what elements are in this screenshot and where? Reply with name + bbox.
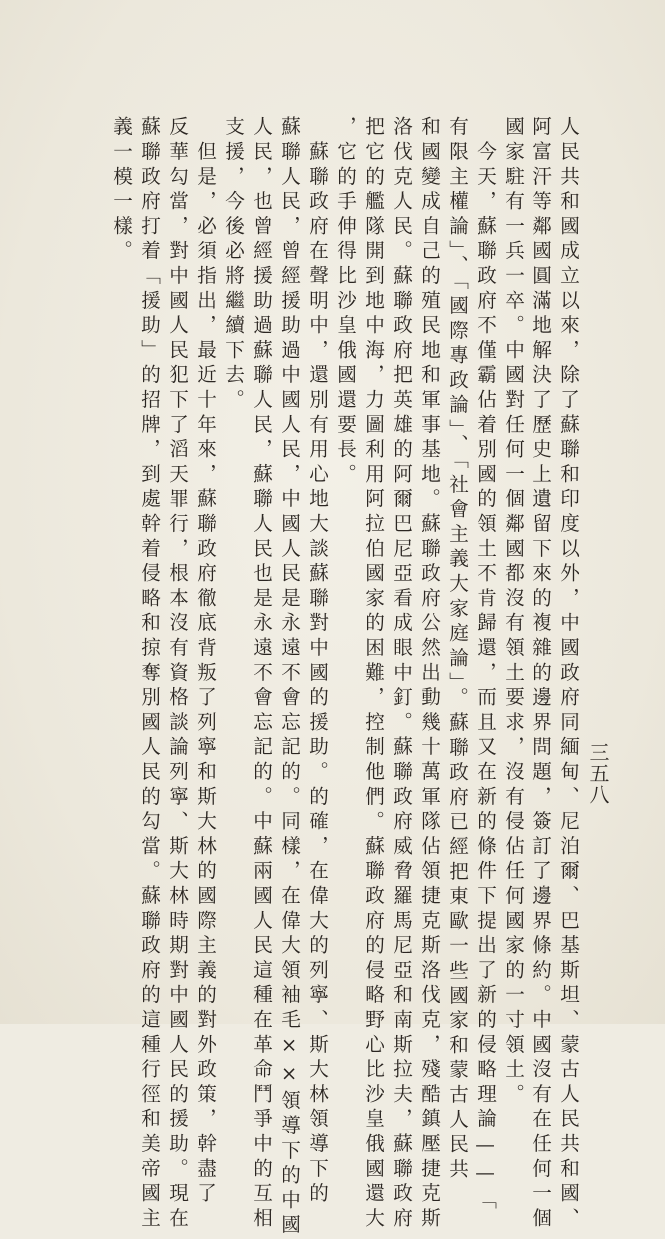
text-column-16: 蘇聯政府打着「援助」的招牌，到處幹着侵略和掠奪別國人民的勾當。蘇聯政府的這種行徑和美帝國主: [137, 116, 161, 1232]
text-column-7: 洛伐克人民。蘇聯政府把英雄的阿爾巴尼亞看成眼中釘。蘇聯政府威脅羅馬尼亞和南斯拉夫，蘇聯政府: [389, 116, 413, 1232]
text-column-11: 蘇聯人民，曾經援助過中國人民，中國人民是永遠不會忘記的。同樣，在偉大領袖毛××領導下的中國: [277, 116, 301, 1239]
page-number: 三五八: [586, 742, 610, 805]
text-column-14: 但是，必須指出，最近十年來，蘇聯政府徹底背叛了列寧和斯大林的國際主義的對外政策，幹盡了: [193, 116, 217, 1208]
text-column-1: 人民共和國成立以來，除了蘇聯和印度以外，中國政府同緬甸、尼泊爾、巴基斯坦、蒙古人民共和國、: [556, 116, 580, 1232]
text-column-5: 有限主權論」、「國際專政論」、「社會主義大家庭論」。蘇聯政府已經把東歐一些國家和蒙古人民共: [445, 116, 469, 1183]
text-column-8: 把它的艦隊開到地中海，力圖利用阿拉伯國家的困難，控制他們。蘇聯政府的侵略野心比沙皇俄國還大: [361, 116, 385, 1232]
text-column-9: ，它的手伸得比沙皇俄國還要長。: [333, 116, 357, 488]
text-column-4: 今天，蘇聯政府不僅霸佔着別國的領土不肯歸還，而且又在新的條件下提出了新的侵略理論——「: [473, 116, 497, 1214]
text-column-12: 人民，也曾經援助過蘇聯人民，蘇聯人民也是永遠不會忘記的。中蘇兩國人民這種在革命鬥爭中的互相: [249, 116, 273, 1232]
text-column-15: 反華勾當，對中國人民犯下了滔天罪行，根本沒有資格談論列寧、斯大林時期對中國人民的援助。現在: [165, 116, 189, 1232]
text-column-17: 義一模一樣。: [109, 116, 133, 265]
text-column-3: 國家駐有一兵一卒。中國對任何一個鄰國都沒有領土要求，沒有侵佔任何國家的一寸領土。: [501, 116, 525, 1108]
text-column-6: 和國變成自己的殖民地和軍事基地。蘇聯政府公然出動幾十萬軍隊佔領捷克斯洛伐克，殘酷鎮壓捷克斯: [417, 116, 441, 1232]
text-column-13: 支援，今後必將繼續下去。: [221, 116, 245, 414]
text-column-10: 蘇聯政府在聲明中，還別有用心地大談蘇聯對中國的援助。的確，在偉大的列寧、斯大林領導下的: [305, 116, 329, 1208]
text-column-2: 阿富汗等鄰國圓滿地解決了歷史上遺留下來的複雜的邊界問題，簽訂了邊界條約。中國沒有在任何一個: [528, 116, 552, 1232]
